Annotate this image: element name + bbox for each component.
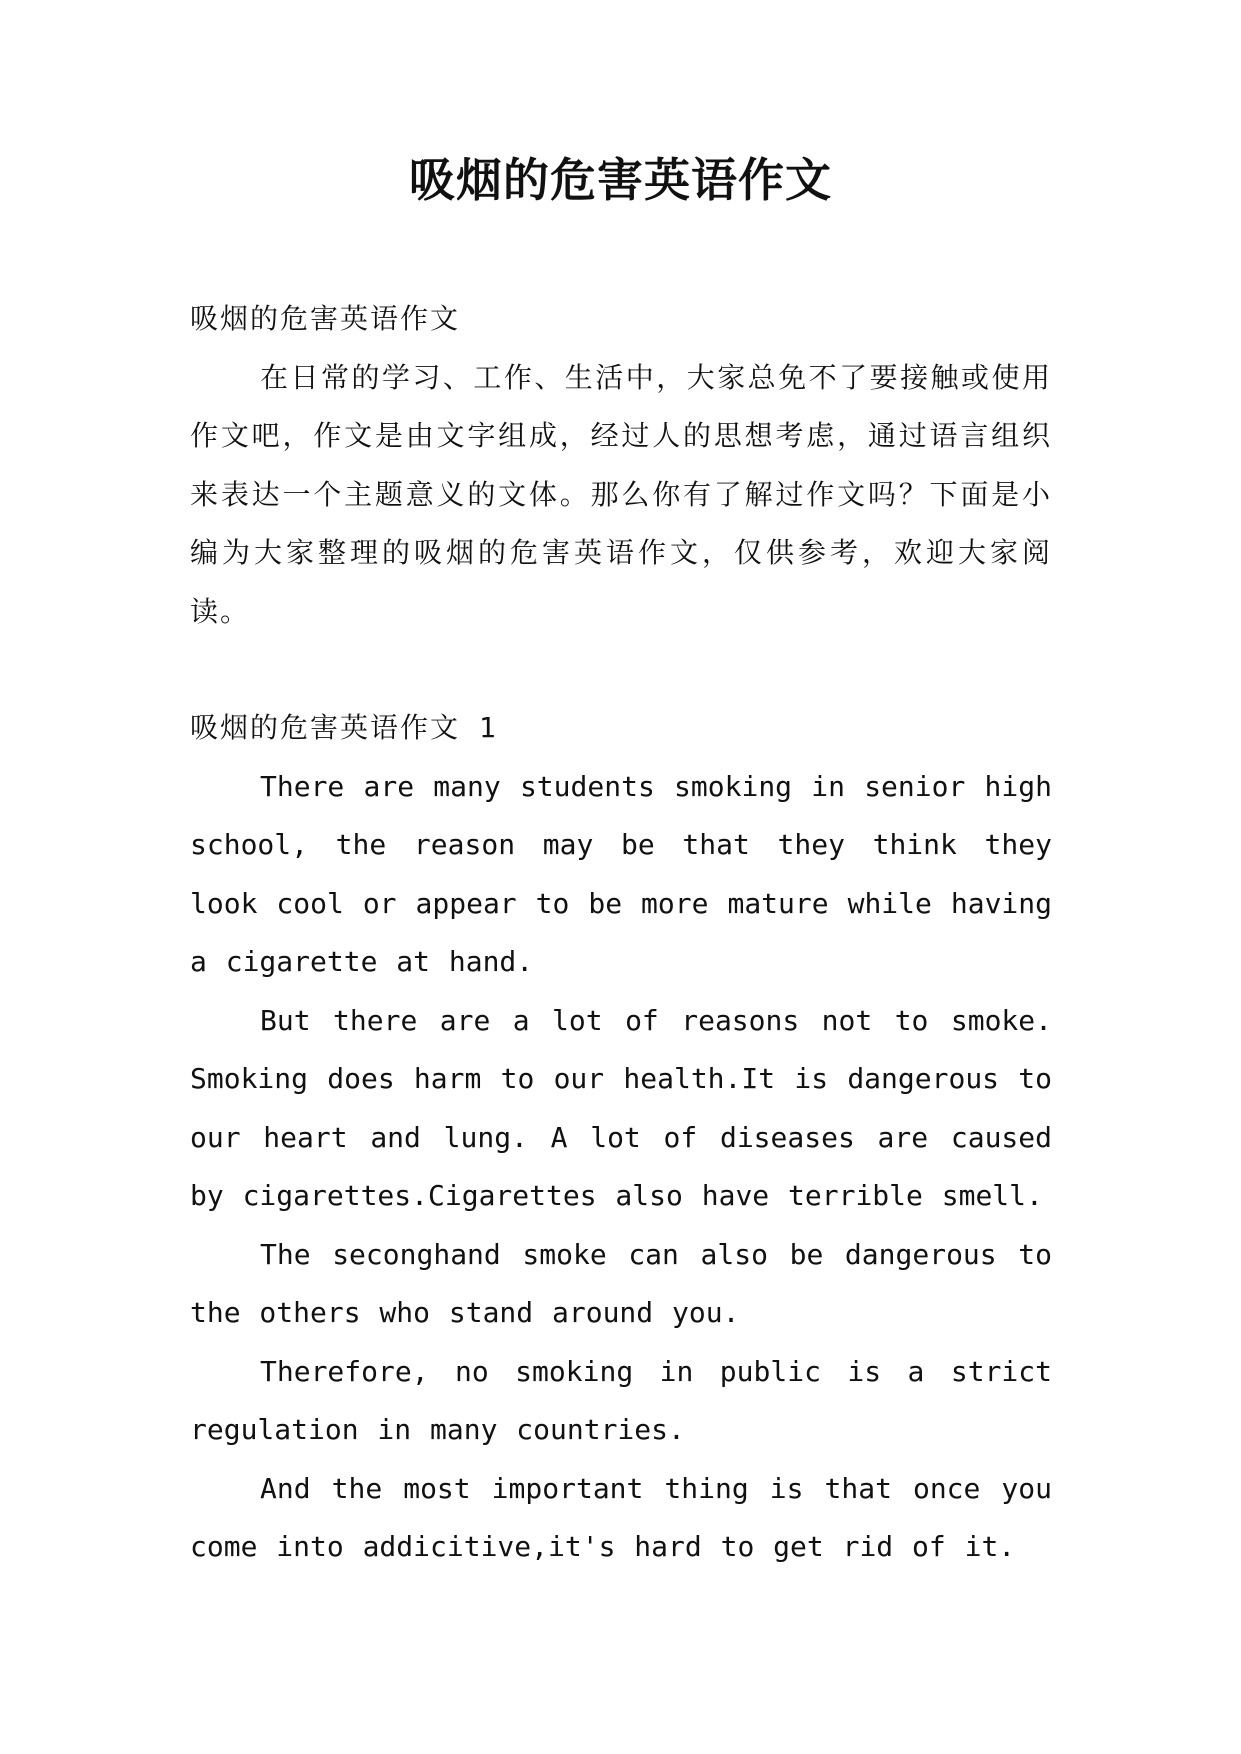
page-title: 吸烟的危害英语作文 (409, 153, 832, 207)
document-body (190, 290, 1052, 1577)
essay-paragraph-2: But there are a lot of reasons not to smoke. Smoking does harm to our health.It is dangerous to our heart and lung. A lot of diseases are caused by cigarettes.Cigarettes also have terrible smell. (190, 1003, 1052, 1212)
paragraph-gap (190, 641, 1052, 699)
essay-paragraph-3: The seconghand smoke can also be dangerous to the others who stand around you. (190, 1237, 1052, 1329)
essay-paragraph-1: There are many students smoking in senior high school, the reason may be that they think they look cool or appear to be more mature while having a cigarette at hand. (190, 769, 1052, 978)
essay-paragraph-5: And the most important thing is that once you come into addicitive,it's hard to get rid of it. (190, 1471, 1052, 1563)
essay-paragraph-4: Therefore, no smoking in public is a strict regulation in many countries. (190, 1354, 1052, 1446)
section-heading: 吸烟的危害英语作文 1 (190, 711, 498, 744)
subtitle: 吸烟的危害英语作文 (190, 302, 461, 335)
intro-paragraph: 在日常的学习、工作、生活中，大家总免不了要接触或使用作文吧，作文是由文字组成，经过人的思想考虑，通过语言组织来表达一个主题意义的文体。那么你有了解过作文吗？下面是小编为大家整理的吸烟的危害英语作文，仅供参考，欢迎大家阅读。 (190, 360, 1052, 628)
